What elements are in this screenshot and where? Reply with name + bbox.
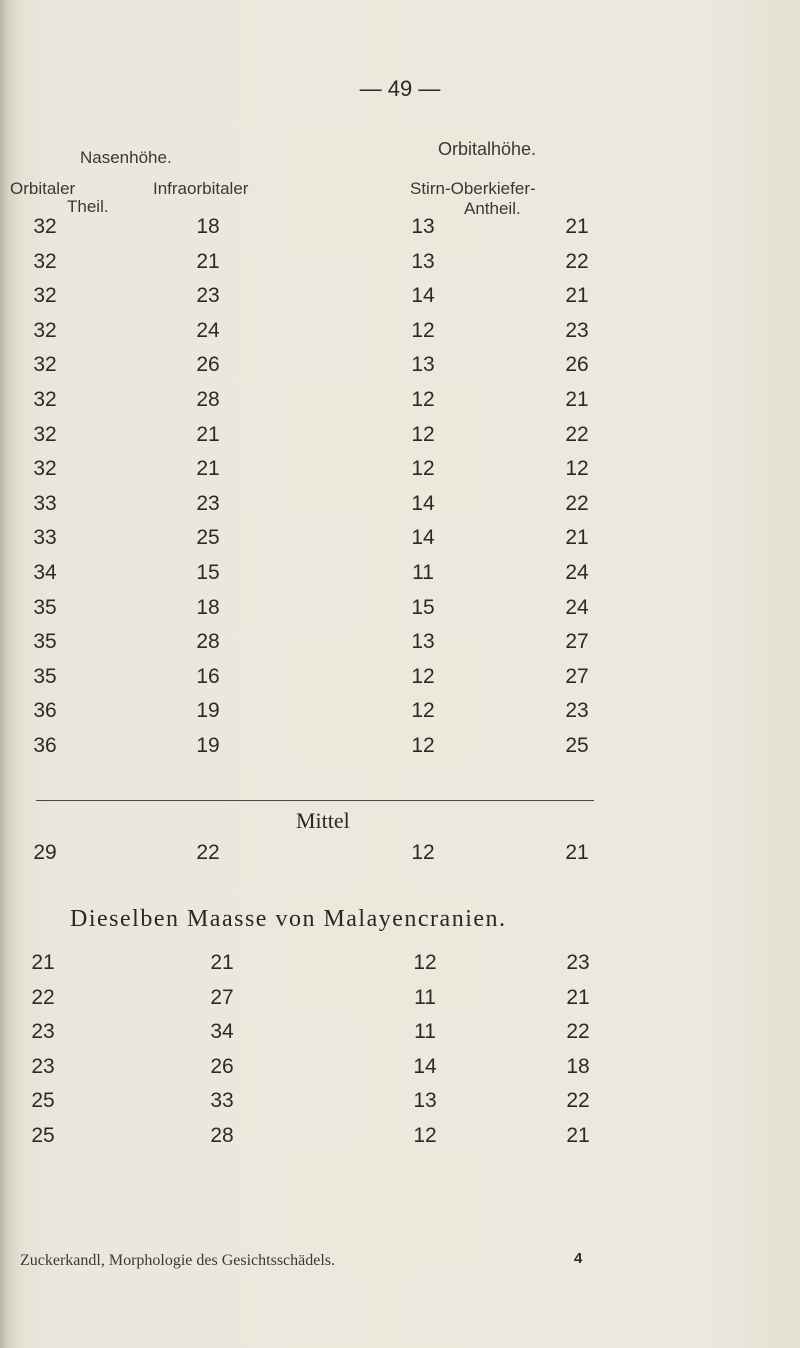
table-cell: 21: [210, 951, 234, 974]
table-cell: 19: [196, 734, 220, 757]
table-cell: 23: [566, 951, 590, 974]
table-cell: 33: [210, 1089, 234, 1113]
table-cell: 12: [411, 318, 435, 342]
table-cell: 22: [565, 491, 589, 515]
table-cell: 21: [196, 422, 220, 446]
table-cell: 21: [565, 388, 589, 411]
table-cell: 16: [196, 664, 220, 688]
table-cell: 12: [411, 388, 435, 411]
table-cell: 32: [33, 457, 57, 481]
table-cell: 13: [411, 249, 435, 273]
table-cell: 33: [33, 526, 57, 550]
footer-citation: Zuckerkandl, Morphologie des Gesichtsschädels.: [20, 1252, 336, 1269]
table-cell: 33: [33, 491, 57, 515]
header-orbitaler: Orbitaler: [10, 179, 76, 198]
table-cell: 24: [196, 318, 220, 342]
table-cell: 21: [566, 1124, 590, 1147]
table-cell: 12: [411, 422, 435, 446]
table-cell: 15: [196, 561, 220, 584]
table-cell: 32: [33, 284, 57, 308]
table-cell: 22: [565, 422, 589, 446]
table-cell: 12: [413, 1124, 437, 1147]
table-cell: 23: [31, 1020, 55, 1044]
table-cell: 22: [566, 1089, 590, 1113]
table-cell: 18: [196, 595, 220, 619]
header-nasenhoehe: Nasenhöhe.: [80, 148, 172, 167]
table-cell: 14: [411, 526, 435, 550]
table-cell: 23: [196, 491, 220, 515]
table-cell: 26: [210, 1054, 234, 1078]
table-cell: 21: [565, 284, 589, 308]
mittel-label: Mittel: [296, 808, 350, 833]
table-cell: 21: [566, 985, 590, 1009]
table-cell: 14: [411, 491, 435, 515]
table-cell: 28: [196, 388, 220, 411]
table-cell: 21: [565, 215, 589, 238]
table-cell: 32: [33, 353, 57, 377]
table-cell: 11: [412, 561, 434, 584]
table-cell: 35: [33, 664, 57, 688]
table-cell: 14: [413, 1054, 437, 1078]
table-cell: 23: [565, 699, 589, 723]
mittel-value: 22: [196, 841, 220, 864]
table-cell: 22: [566, 1020, 590, 1044]
table-cell: 26: [565, 353, 589, 377]
table-cell: 32: [33, 422, 57, 446]
table-cell: 34: [210, 1020, 234, 1044]
table-cell: 32: [33, 215, 57, 238]
table-cell: 28: [210, 1124, 234, 1147]
table-cell: 22: [31, 985, 55, 1009]
table-cell: 23: [565, 318, 589, 342]
table-cell: 35: [33, 630, 57, 654]
table-cell: 32: [33, 249, 57, 273]
table-cell: 34: [33, 561, 57, 584]
mittel-divider: [36, 800, 594, 801]
table-cell: 25: [31, 1089, 55, 1113]
table-cell: 25: [196, 526, 220, 550]
table-cell: 12: [411, 457, 435, 481]
header-antheil: Antheil.: [464, 199, 521, 218]
table-cell: 36: [33, 734, 57, 757]
table-cell: 24: [565, 595, 589, 619]
table-cell: 32: [33, 388, 57, 411]
table-cell: 35: [33, 595, 57, 619]
table-cell: 28: [196, 630, 220, 654]
table-cell: 21: [31, 951, 55, 974]
table-cell: 27: [565, 630, 589, 654]
table-cell: 18: [566, 1054, 590, 1078]
table-cell: 13: [411, 630, 435, 654]
table-cell: 21: [196, 249, 220, 273]
table-cell: 12: [411, 664, 435, 688]
footer-signature: 4: [574, 1250, 583, 1267]
mittel-value: 12: [411, 841, 435, 864]
table-cell: 19: [196, 699, 220, 723]
table-cell: 11: [414, 985, 436, 1009]
header-stirn-oberkiefer: Stirn-Oberkiefer-: [410, 179, 536, 198]
table-cell: 24: [565, 561, 589, 584]
header-theil: Theil.: [67, 197, 109, 216]
table-cell: 13: [411, 215, 435, 238]
table-cell: 11: [414, 1020, 436, 1044]
header-orbitalhoehe: Orbitalhöhe.: [438, 139, 537, 159]
mittel-value: 29: [33, 841, 57, 864]
table-cell: 13: [411, 353, 435, 377]
table-cell: 13: [413, 1089, 437, 1113]
table-cell: 18: [196, 215, 220, 238]
table-cell: 21: [565, 526, 589, 550]
table-cell: 36: [33, 699, 57, 723]
table-cell: 22: [565, 249, 589, 273]
table-cell: 21: [196, 457, 220, 481]
table-cell: 25: [31, 1124, 55, 1147]
table-cell: 15: [411, 595, 435, 619]
table-cell: 26: [196, 353, 220, 377]
table-cell: 12: [411, 699, 435, 723]
mittel-value: 21: [565, 841, 589, 864]
table-cell: 27: [210, 985, 234, 1009]
table-cell: 23: [196, 284, 220, 308]
table-cell: 14: [411, 284, 435, 308]
section-title-malayencranien: Dieselben Maasse von Malayencranien.: [70, 906, 507, 932]
table-cell: 23: [31, 1054, 55, 1078]
header-infraorbitaler: Infraorbitaler: [153, 179, 249, 198]
table-cell: 12: [411, 734, 435, 757]
table-cell: 12: [413, 951, 437, 974]
table-cell: 27: [565, 664, 589, 688]
table-cell: 12: [565, 457, 589, 481]
table-cell: 25: [565, 734, 589, 757]
page-number: — 49 —: [359, 76, 441, 101]
table-cell: 32: [33, 318, 57, 342]
